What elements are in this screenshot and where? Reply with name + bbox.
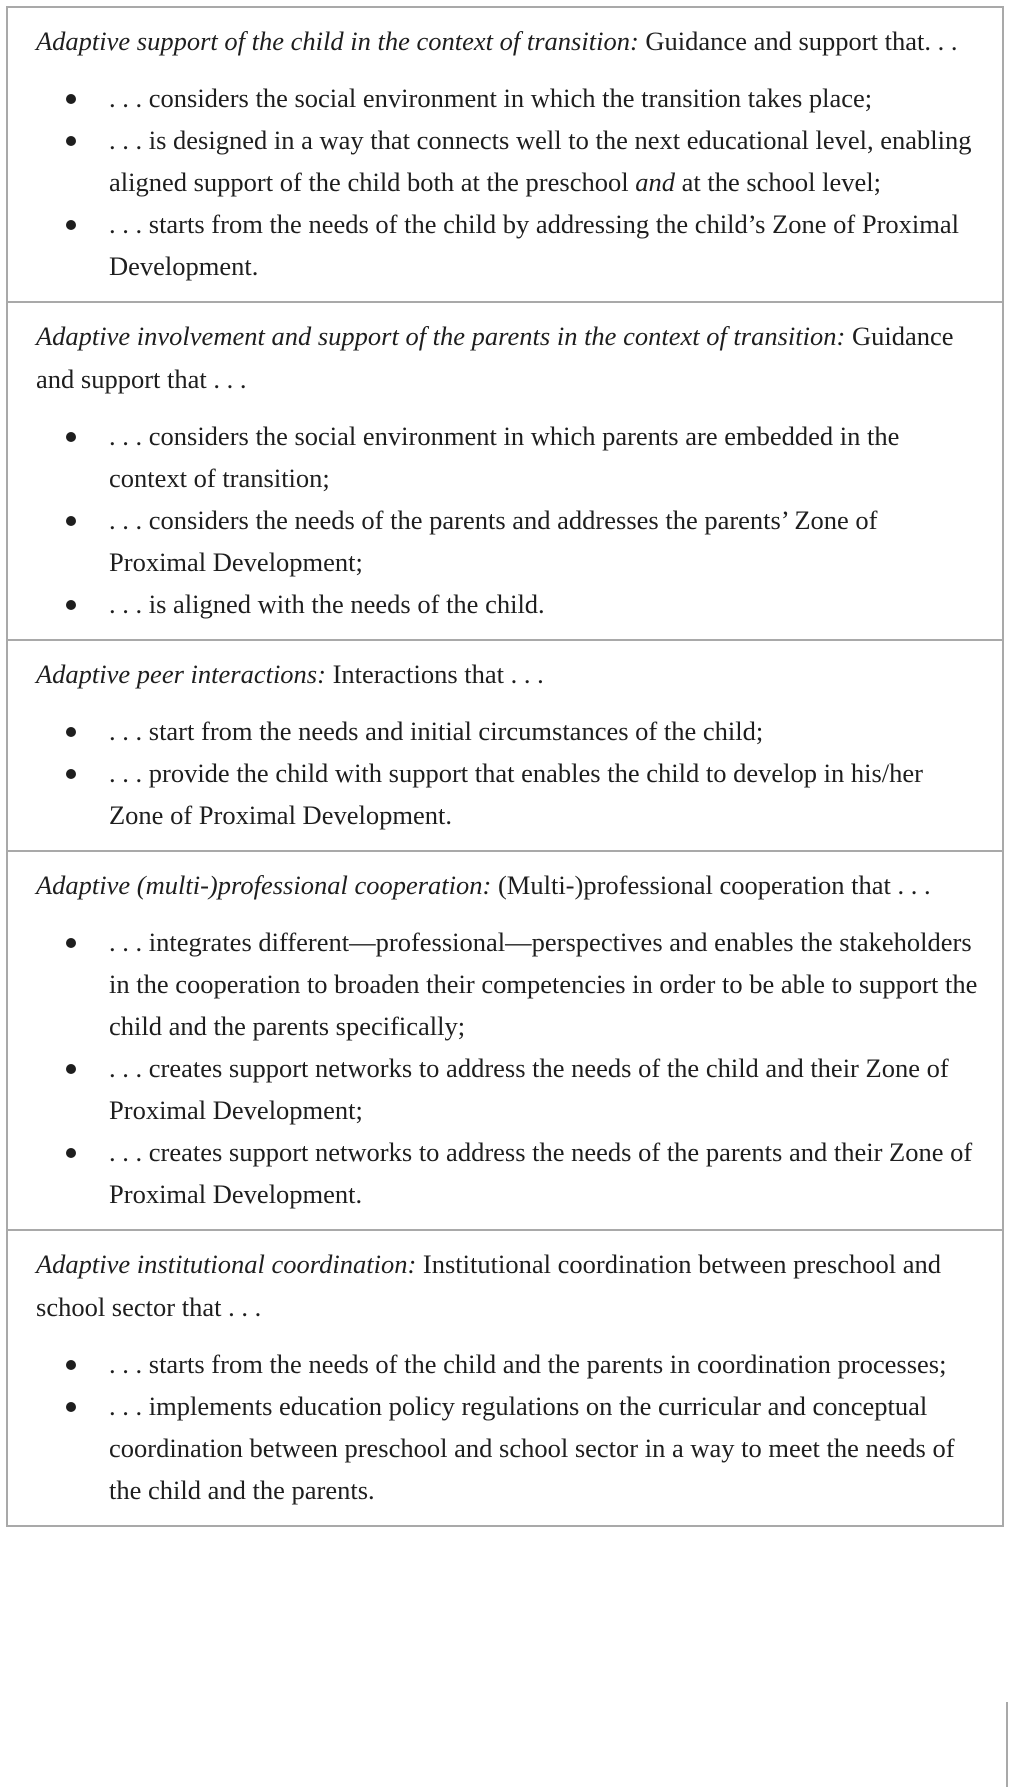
- item-text: . . . creates support networks to address the needs of the parents and their Zone of Proximal Development.: [109, 1137, 973, 1209]
- heading-text: (Multi-)professional cooperation that . . .: [491, 870, 931, 900]
- item-text: . . . starts from the needs of the child and the parents in coordination processes;: [109, 1349, 947, 1379]
- bullet-icon: [66, 1360, 76, 1370]
- bullet-icon: [66, 1148, 76, 1158]
- bullet-icon: [66, 220, 76, 230]
- list-item: [36, 77, 980, 119]
- item-text: . . . integrates different—professional—perspectives and enables the stakeholders in the cooperation to broaden their competencies in order to be able to support the child and the parents specifically;: [109, 927, 978, 1041]
- list-item: [36, 1131, 980, 1215]
- heading-term: Adaptive peer interactions:: [36, 659, 326, 689]
- item-text: . . . considers the needs of the parents and addresses the parents’ Zone of Proximal Development;: [109, 505, 878, 577]
- list-item: [36, 203, 980, 287]
- row-heading: [36, 653, 980, 696]
- list-item: [36, 710, 980, 752]
- item-text: . . . is designed in a way that connects well to the next educational level, enabling aligned support of the child both at the preschool: [109, 125, 972, 197]
- item-emphasis: and: [635, 167, 675, 197]
- heading-text: Institutional coordination between preschool and school sector that . . .: [36, 1249, 942, 1322]
- heading-term: Adaptive (multi-)professional cooperation:: [36, 870, 492, 900]
- bullet-list: [36, 1343, 980, 1511]
- bullet-icon: [66, 769, 76, 779]
- criteria-table: [6, 6, 1004, 1527]
- table-row: [8, 641, 1002, 852]
- heading-text: Interactions that . . .: [325, 659, 544, 689]
- heading-text: Guidance and support that. . .: [638, 26, 958, 56]
- bullet-list: [36, 77, 980, 287]
- bullet-list: [36, 415, 980, 625]
- bullet-icon: [66, 516, 76, 526]
- heading-term: Adaptive institutional coordination:: [36, 1249, 417, 1279]
- bullet-icon: [66, 94, 76, 104]
- row-heading: [36, 1243, 980, 1329]
- page-edge-divider: [1006, 1702, 1008, 1787]
- item-text: . . . is aligned with the needs of the child.: [109, 589, 545, 619]
- bullet-icon: [66, 727, 76, 737]
- item-text: . . . start from the needs and initial circumstances of the child;: [109, 716, 764, 746]
- item-text-after: at the school level;: [674, 167, 882, 197]
- row-heading: [36, 315, 980, 401]
- list-item: [36, 1385, 980, 1511]
- list-item: [36, 752, 980, 836]
- list-item: [36, 415, 980, 499]
- item-text: . . . starts from the needs of the child by addressing the child’s Zone of Proximal Development.: [109, 209, 960, 281]
- list-item: [36, 921, 980, 1047]
- list-item: [36, 499, 980, 583]
- list-item: [36, 119, 980, 203]
- bullet-icon: [66, 1064, 76, 1074]
- row-heading: [36, 864, 980, 907]
- item-text: . . . creates support networks to address the needs of the child and their Zone of Proximal Development;: [109, 1053, 949, 1125]
- row-heading: [36, 20, 980, 63]
- table-row: [8, 1231, 1002, 1525]
- table-row: [8, 852, 1002, 1231]
- item-text: . . . provide the child with support that enables the child to develop in his/her Zone of Proximal Development.: [109, 758, 923, 830]
- item-text: . . . considers the social environment in which the transition takes place;: [109, 83, 873, 113]
- heading-term: Adaptive involvement and support of the parents in the context of transition:: [36, 321, 846, 351]
- bullet-icon: [66, 938, 76, 948]
- bullet-icon: [66, 432, 76, 442]
- bullet-list: [36, 710, 980, 836]
- item-text: . . . implements education policy regulations on the curricular and conceptual coordination between preschool and school sector in a way to meet the needs of the child and the parents.: [109, 1391, 955, 1505]
- heading-term: Adaptive support of the child in the context of transition:: [36, 26, 639, 56]
- bullet-icon: [66, 136, 76, 146]
- heading-text: Guidance and support that . . .: [36, 321, 954, 394]
- list-item: [36, 1047, 980, 1131]
- list-item: [36, 583, 980, 625]
- table-row: [8, 8, 1002, 303]
- bullet-icon: [66, 600, 76, 610]
- item-text: . . . considers the social environment in which parents are embedded in the context of transition;: [109, 421, 900, 493]
- bullet-icon: [66, 1402, 76, 1412]
- bullet-list: [36, 921, 980, 1215]
- list-item: [36, 1343, 980, 1385]
- table-row: [8, 303, 1002, 641]
